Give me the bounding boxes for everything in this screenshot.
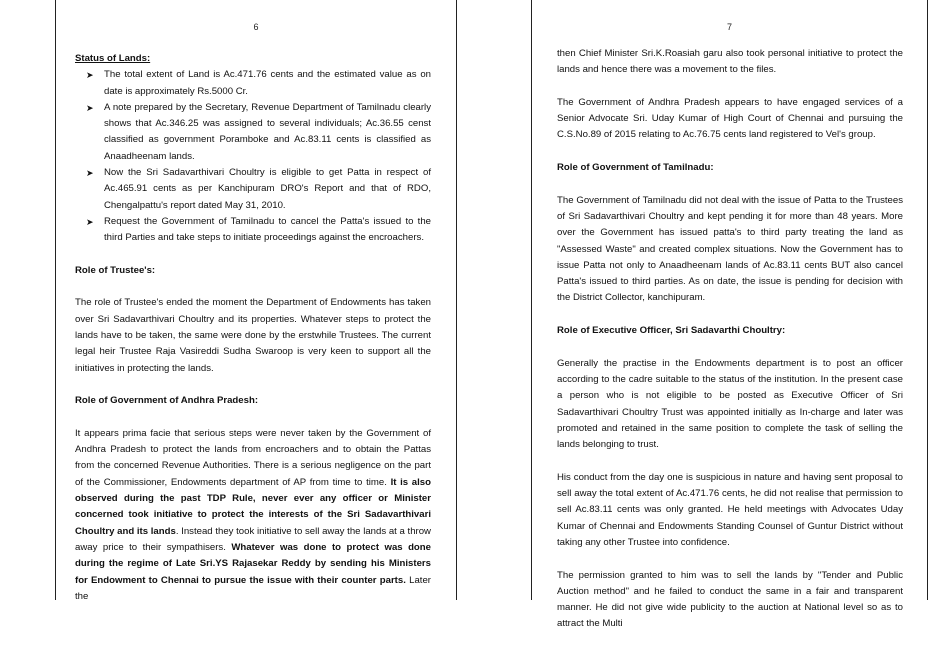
document-page-right [531,0,928,630]
andhra-pradesh-heading: Role of Government of Andhra Pradesh: [75,395,259,407]
arrow-bullet-icon: ➤ [86,70,94,81]
advocate-paragraph: The Government of Andhra Pradesh appears to have engaged services of a Senior Advocate Sri. Uday Kumar of High Court of Chennai and pursuing the C.S.No.89 of 2015 relating to Ac.76.75 cents land registered to Vel's group. [557,96,903,141]
status-of-lands-heading: Status of Lands: [75,53,151,64]
andhra-pradesh-paragraph: It appears prima facie that serious steps were never taken by the Government of Andhra Pradesh to protect the lands from encroachers and to obtain the Pattas from the concerned Revenue Authorities. There is a serious negligence on the part of the Commissioner, Endowments department of AP from time to time. It is also observed during the past TDP Rule, never ever any officer or Minister concerned took initiative to protect the interests of the Sri Sadavarthivari Choultry and its lands. Instead they took initiative to sell away the lands at a throw away price to their sympathisers. Whatever was done to protect was done during the regime of Late Sri.YS Rajasekar Reddy by sending his Ministers for Endowment to Chennai to pursue the issue with their counter parts. Later the [75,427,431,602]
page-content [532,46,927,649]
list-item: ➤ A note prepared by the Secretary, Revenue Department of Tamilnadu clearly shows that Ac.346.25 was assigned to several individuals; Ac.36.55 censt classified as government Poramboke and Ac.83.11 cents is classified as Anaadheenam lands. [86,101,431,162]
page-number: 7 [726,22,732,32]
arrow-bullet-icon: ➤ [86,216,94,227]
tamilnadu-heading: Role of Government of Tamilnadu: [557,162,714,174]
executive-officer-paragraph-3: The permission granted to him was to sell the lands by "Tender and Public Auction method" and he failed to conduct the same in a fair and transparent manner. He did not give wide publicity to the auction at National level so as to attract the Multi [557,569,903,630]
list-item: ➤ Now the Sri Sadavarthivari Choultry is eligible to get Patta in respect of Ac.465.91 cents as per Kanchipuram DRO's Report and that of RDO, Chengalpattu's report dated May 31, 2010. [86,167,431,211]
page-content [56,51,456,621]
status-bullet-list [75,67,431,246]
executive-officer-paragraph-1: Generally the practise in the Endowments department is to post an officer according to the cadre suitable to the status of the institution. In the present case a person who is not eligible to be posted as Executive Officer of Sri Sadavarthivari Choultry Trust was appointed initially as In-charge and later was promoted and retained in the same position to complete the task of selling the lands belonging to trust. [557,357,903,451]
executive-officer-paragraph-2: His conduct from the day one is suspicious in nature and having sent proposal to sell away the total extent of Ac.471.76 cents, he did not realise that permission to sell Ac.83.11 cents was only granted. He held meetings with Advocates Uday Kumar of Chennai and Endowments Standing Counsel of Guntur District without taking any other Trustee into confidence. [557,471,903,548]
arrow-bullet-icon: ➤ [86,168,94,179]
arrow-bullet-icon: ➤ [86,102,94,113]
page-number: 6 [253,22,259,32]
list-item: ➤ The total extent of Land is Ac.471.76 cents and the estimated value as on date is approximately Rs.5000 Cr. [86,69,431,97]
list-item: ➤ Request the Government of Tamilnadu to cancel the Patta's issued to the third Parties and take steps to initiate proceedings against the encroachers. [86,215,431,244]
continuation-paragraph: then Chief Minister Sri.K.Roasiah garu also took personal initiative to protect the lands and hence there was a movement to the files. [557,48,903,76]
trustee-paragraph: The role of Trustee's ended the moment the Department of Endowments has taken over Sri Sadavarthivari Choultry and its properties. Whatever steps to protect the lands have to be taken, the same were done by the erstwhile Trustees. The current legal heir Trustee Raja Vasireddi Sudha Swaroop is very keen to support all the initiatives in protecting the lands. [75,297,431,374]
trustee-heading: Role of Trustee's: [75,264,156,276]
tamilnadu-paragraph: The Government of Tamilnadu did not deal with the issue of Patta to the Trustees of Sri Sadavarthivari Choultry and kept pending it for more than 48 years. More over the Government has issued patta's to third party treating the land as "Assessed Waste" and created complex situations. Now the Government has to issue Patta not only to Anaadheenam lands of Ac.83.11 cents BUT also cancel Patta's issued to third parties. As on date, the issue is pending for decision with the District Collector, kanchipuram. [557,194,903,304]
executive-officer-heading: Role of Executive Officer, Sri Sadavarthi Choultry: [557,325,786,337]
document-page-left [55,0,457,600]
